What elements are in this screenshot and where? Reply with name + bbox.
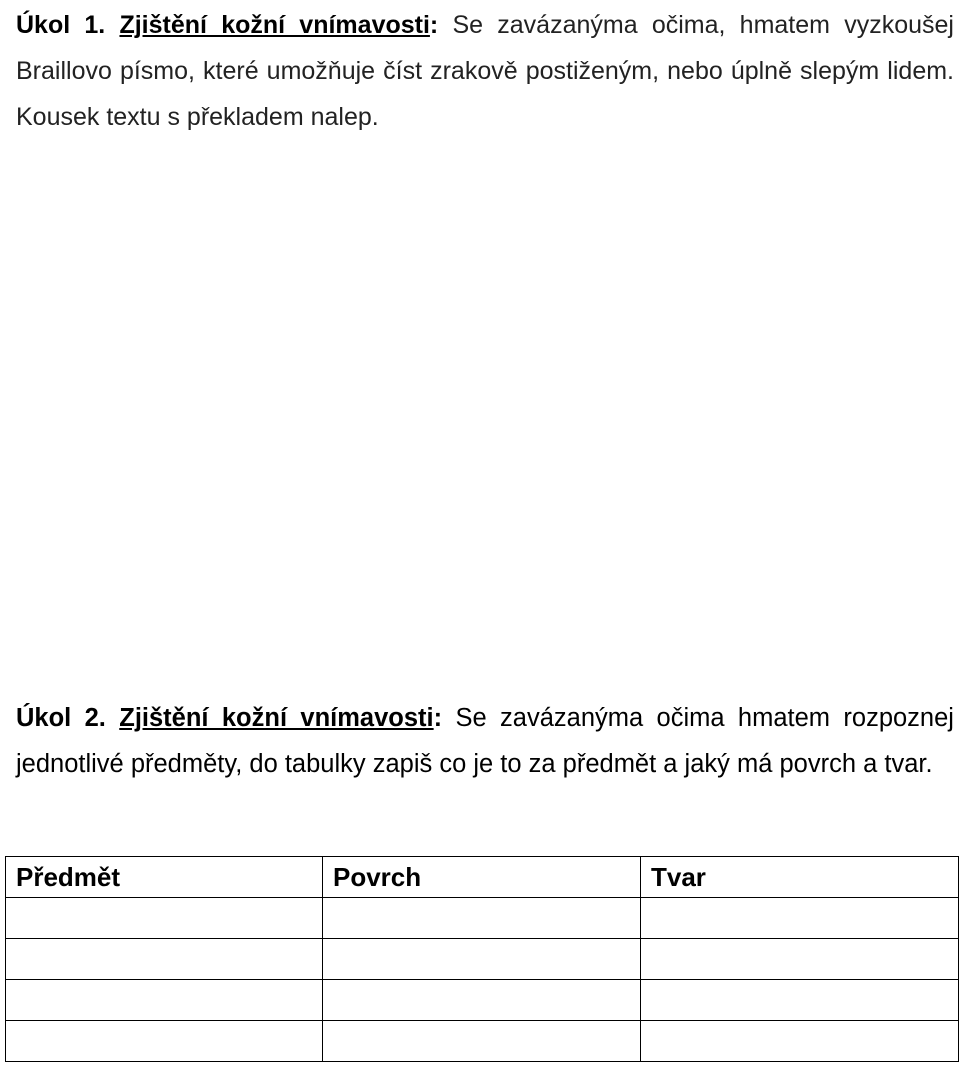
table-cell[interactable]: [641, 1021, 959, 1062]
table-cell[interactable]: [6, 939, 323, 980]
header-tvar: Tvar: [641, 857, 959, 898]
table-cell[interactable]: [323, 898, 641, 939]
table-header-row: [6, 857, 959, 898]
task-1-colon: :: [429, 11, 439, 39]
table-cell[interactable]: [6, 980, 323, 1021]
table-row: [6, 939, 959, 980]
table-row: [6, 980, 959, 1021]
header-predmet: Předmět: [6, 857, 323, 898]
task-2-colon: :: [433, 704, 443, 732]
task-1-text: Se zavázanýma očima, hmatem vyzkoušej Braillovo písmo, které umožňuje číst zrakově postiženým, nebo úplně slepým lidem. Kousek textu s překladem nalep.: [16, 11, 954, 131]
task-2: [16, 695, 954, 787]
header-povrch: Povrch: [323, 857, 641, 898]
table-row: [6, 898, 959, 939]
task-2-label: Úkol 2.: [16, 704, 106, 732]
table-cell[interactable]: [641, 898, 959, 939]
task-1-label: Úkol 1.: [16, 11, 106, 39]
task-1-heading: Zjištění kožní vnímavosti: [119, 11, 430, 39]
answer-table: [5, 856, 959, 1062]
table-cell[interactable]: [323, 980, 641, 1021]
task-1: [16, 2, 954, 140]
table-cell[interactable]: [6, 1021, 323, 1062]
table-cell[interactable]: [323, 939, 641, 980]
table-row: [6, 1021, 959, 1062]
task-2-text: Se zavázanýma očima hmatem rozpoznej jednotlivé předměty, do tabulky zapiš co je to za předmět a jaký má povrch a tvar.: [16, 704, 954, 778]
table-cell[interactable]: [641, 939, 959, 980]
task-2-heading: Zjištění kožní vnímavosti: [119, 704, 434, 732]
table-cell[interactable]: [641, 980, 959, 1021]
table-cell[interactable]: [6, 898, 323, 939]
table-cell[interactable]: [323, 1021, 641, 1062]
